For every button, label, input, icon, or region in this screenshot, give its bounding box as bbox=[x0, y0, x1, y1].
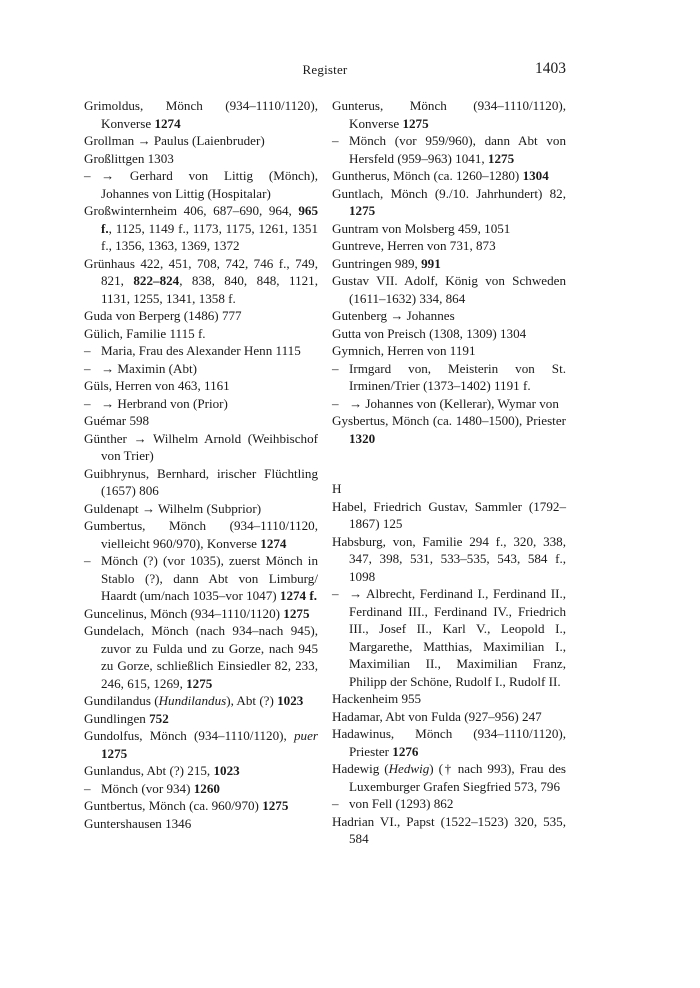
entry-text: Gustav VII. Adolf, König von Schweden (1611–1632) 334, 864 bbox=[332, 273, 566, 306]
index-entry bbox=[332, 307, 566, 325]
entry-text: Güls, Herren von 463, 1161 bbox=[84, 378, 230, 393]
entry-text: Gülich, Familie 1115 f. bbox=[84, 325, 206, 341]
index-subentry bbox=[84, 167, 318, 202]
page-number: 1403 bbox=[535, 60, 566, 77]
index-subentry bbox=[84, 552, 318, 605]
page-ref-primary: 752 bbox=[149, 710, 169, 726]
page-ref-primary: 1304 bbox=[522, 168, 549, 183]
page-ref-primary: 1275 bbox=[283, 605, 310, 621]
page-ref-primary: 1275 bbox=[186, 675, 213, 691]
entry-text: Guémar 598 bbox=[84, 413, 150, 428]
entry-text: → Johannes von (Kellerar), Wymar von bbox=[349, 395, 559, 411]
entry-text: Gundilandus ( bbox=[84, 693, 159, 708]
index-entry bbox=[84, 430, 318, 465]
variant-name: Hundilandus bbox=[158, 693, 227, 708]
index-entry bbox=[332, 533, 566, 586]
entry-list-g-continued bbox=[332, 97, 566, 447]
entry-text: Guldenapt → Wilhelm (Subprior) bbox=[84, 500, 262, 516]
index-entry bbox=[84, 150, 318, 168]
entry-text: Günther → Wilhelm Arnold (Weihbischof von Trier) bbox=[84, 430, 318, 463]
entry-text: Hadamar, Abt von Fulda (927–956) 247 bbox=[332, 708, 542, 724]
index-entry bbox=[84, 325, 318, 343]
page-ref-primary: 1274 bbox=[154, 115, 181, 131]
entry-text: Großwinternheim 406, 687–690, 964, bbox=[84, 203, 299, 218]
entry-text: Gutenberg → Johannes bbox=[332, 308, 455, 323]
index-entry bbox=[84, 692, 318, 710]
entry-text: Habsburg, von, Familie 294 f., 320, 338, 347, 398, 531, 533–535, 543, 584 f., 1098 bbox=[332, 533, 566, 584]
index-entry bbox=[84, 727, 318, 762]
entry-text: → Herbrand von (Prior) bbox=[101, 395, 228, 411]
index-entry bbox=[332, 325, 566, 343]
index-entry bbox=[84, 307, 318, 325]
page-header bbox=[84, 62, 566, 80]
entry-text: → Gerhard von Littig (Mönch), Johannes von Littig (Hospitalar) bbox=[101, 168, 318, 201]
entry-text: Guntringen 989, bbox=[332, 255, 422, 271]
page-ref-primary: 1260 bbox=[193, 780, 220, 796]
index-entry bbox=[84, 517, 318, 552]
entry-text: Guntram von Molsberg 459, 1051 bbox=[332, 220, 511, 236]
entry-text: Guncelinus, Mönch (934–1110/1120) bbox=[84, 605, 284, 621]
index-entry bbox=[332, 220, 566, 238]
index-entry bbox=[84, 622, 318, 692]
index-entry bbox=[84, 710, 318, 728]
page-ref-primary: 822–824 bbox=[133, 273, 180, 288]
index-entry bbox=[84, 465, 318, 500]
index-entry bbox=[84, 97, 318, 132]
entry-text: Gymnich, Herren von 1191 bbox=[332, 343, 476, 358]
index-subentry bbox=[84, 780, 318, 798]
entry-text: Grünhaus 422, 451, 708, 742, 746 f., 749, 821, bbox=[84, 255, 318, 288]
entry-text: Gundlingen bbox=[84, 710, 150, 726]
index-subentry bbox=[332, 795, 566, 813]
entry-text: Gundolfus, Mönch (934–1110/1120), bbox=[84, 728, 294, 743]
entry-text: Mönch (vor 959/960), dann Abt von Hersfeld (959–963) 1041, bbox=[349, 133, 566, 166]
index-entry bbox=[332, 412, 566, 447]
entry-text: Guntbertus, Mönch (ca. 960/970) bbox=[84, 798, 263, 813]
index-entry bbox=[332, 725, 566, 760]
entry-text: Guda von Berperg (1486) 777 bbox=[84, 308, 242, 323]
entry-text: Guntreve, Herren von 731, 873 bbox=[332, 238, 496, 253]
index-subentry bbox=[332, 585, 566, 690]
entry-text: Gumbertus, Mönch (934–1110/1120, vielleicht 960/970), Konverse bbox=[84, 518, 318, 551]
page-ref-primary: 1274 bbox=[260, 535, 287, 551]
section-letter-heading: H bbox=[332, 481, 342, 496]
index-entry bbox=[332, 237, 566, 255]
index-entry bbox=[84, 500, 318, 518]
entry-text: Guntershausen 1346 bbox=[84, 815, 192, 831]
index-entry bbox=[332, 690, 566, 708]
index-entry bbox=[332, 255, 566, 273]
variant-name: Hedwig bbox=[388, 761, 430, 776]
entry-text: Guntherus, Mönch (ca. 1260–1280) bbox=[332, 168, 523, 183]
entry-text: Gutta von Preisch (1308, 1309) 1304 bbox=[332, 325, 527, 341]
index-entry bbox=[332, 708, 566, 726]
entry-text: Großlittgen 1303 bbox=[84, 150, 174, 166]
entry-text: Maria, Frau des Alexander Henn 1115 bbox=[101, 343, 301, 358]
index-subentry bbox=[84, 342, 318, 360]
index-entry bbox=[332, 97, 566, 132]
entry-text: ), Abt (?) bbox=[226, 693, 278, 708]
entry-text: Hadawinus, Mönch (934–1110/1120), Priester bbox=[332, 726, 566, 759]
page-ref-primary: 1275 bbox=[262, 798, 289, 813]
entry-text: Grimoldus, Mönch (934–1110/1120), Konverse bbox=[84, 98, 318, 131]
index-entry bbox=[84, 132, 318, 150]
index-entry bbox=[84, 605, 318, 623]
page-ref-primary: 991 bbox=[421, 255, 441, 271]
page-ref-primary: 1275 bbox=[487, 150, 515, 166]
index-entry bbox=[332, 272, 566, 307]
entry-text: ) († nach 993), Frau des Luxemburger Grafen Siegfried 573, 796 bbox=[349, 761, 566, 794]
page-ref-primary: 1275 bbox=[101, 745, 128, 761]
entry-text: von Fell (1293) 862 bbox=[349, 796, 454, 811]
entry-text: Guibhrynus, Bernhard, irischer Flüchtling (1657) 806 bbox=[84, 465, 318, 498]
page-ref-primary: 1275 bbox=[402, 115, 429, 131]
index-subentry bbox=[332, 395, 566, 413]
variant-name: puer bbox=[293, 728, 318, 743]
entry-text: Gysbertus, Mönch (ca. 1480–1500), Priester bbox=[332, 413, 566, 428]
page-ref-primary: 1276 bbox=[392, 743, 419, 759]
index-subentry bbox=[84, 395, 318, 413]
index-subentry bbox=[332, 132, 566, 167]
index-column-right bbox=[332, 97, 566, 848]
index-entry bbox=[332, 813, 566, 848]
index-entry bbox=[84, 202, 318, 255]
running-title: Register bbox=[302, 62, 348, 77]
entry-text: Guntlach, Mönch (9./10. Jahrhundert) 82, bbox=[332, 185, 566, 201]
index-entry bbox=[84, 797, 318, 815]
entry-text: Habel, Friedrich Gustav, Sammler (1792–1867) 125 bbox=[332, 498, 566, 531]
entry-text: , 1125, 1149 f., 1173, 1175, 1261, 1351 f., 1356, 1363, 1369, 1372 bbox=[101, 220, 318, 253]
entry-text: Gunlandus, Abt (?) 215, bbox=[84, 763, 214, 778]
entry-text: Grollman → Paulus (Laienbruder) bbox=[84, 133, 265, 148]
page-ref-primary: 1320 bbox=[349, 430, 376, 446]
entry-text: Hadrian VI., Papst (1522–1523) 320, 535, 584 bbox=[332, 813, 566, 846]
entry-text: → Maximin (Abt) bbox=[101, 360, 198, 376]
index-entry bbox=[84, 377, 318, 395]
entry-text: Gunterus, Mönch (934–1110/1120), Konverse bbox=[332, 98, 566, 131]
index-subentry bbox=[332, 360, 566, 395]
index-entry bbox=[332, 760, 566, 795]
page-ref-primary: 1274 f. bbox=[279, 588, 318, 603]
index-column-left bbox=[84, 97, 318, 832]
index-entry bbox=[84, 762, 318, 780]
page-ref-primary: 1275 bbox=[349, 203, 376, 218]
page-ref-primary: 1023 bbox=[277, 693, 304, 708]
index-entry bbox=[332, 185, 566, 220]
index-entry bbox=[84, 815, 318, 833]
entry-text: Mönch (?) (vor 1035), zuerst Mönch in Stablo (?), dann Abt von Limburg/ Haardt (um/nach 1035–vor 1047) bbox=[101, 553, 318, 603]
entry-text: → Albrecht, Ferdinand I., Ferdinand II., Ferdinand III., Ferdinand IV., Friedrich III., Josef II., Karl V., Leopold I., Margarethe, Matthias, Maximilian I., Maximilian II., Maximilian Franz, Philipp der Schöne, Rudolf I., Rudolf II. bbox=[349, 586, 566, 689]
entry-text: Gundelach, Mönch (nach 934–nach 945), zuvor zu Fulda und zu Gorze, nach 945 zu Gorze, schließlich Einsiedler 82, 233, 246, 615, 1269, bbox=[84, 623, 318, 691]
entry-list-h bbox=[332, 498, 566, 848]
index-entry bbox=[84, 255, 318, 308]
entry-text: Hadewig ( bbox=[332, 761, 389, 776]
entry-text: Mönch (vor 934) bbox=[101, 780, 194, 796]
index-entry bbox=[332, 167, 566, 185]
entry-text: Irmgard von, Meisterin von St. Irminen/Trier (1373–1402) 1191 f. bbox=[349, 360, 566, 393]
page-ref-primary: 1023 bbox=[213, 763, 240, 778]
page-ref-primary: 965 f. bbox=[101, 203, 318, 236]
entry-text: , 838, 840, 848, 1121, 1131, 1255, 1341, 1358 f. bbox=[101, 273, 318, 306]
index-entry bbox=[332, 498, 566, 533]
index-entry bbox=[332, 342, 566, 360]
entry-text: Hackenheim 955 bbox=[332, 691, 422, 706]
entry-list-left bbox=[84, 97, 318, 832]
index-entry bbox=[84, 412, 318, 430]
index-subentry bbox=[84, 360, 318, 378]
